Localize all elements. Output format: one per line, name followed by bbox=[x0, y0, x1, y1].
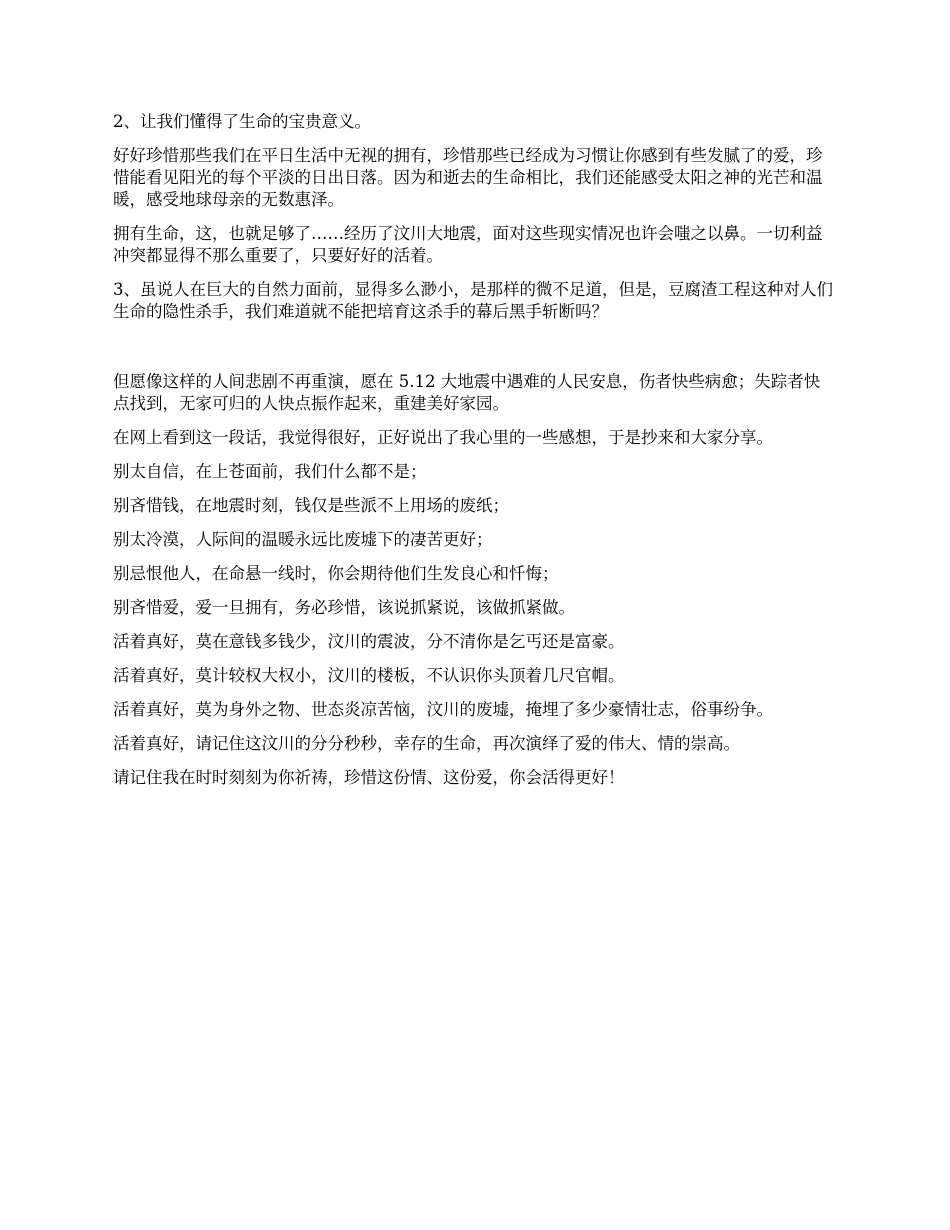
paragraph-8: 别吝惜钱，在地震时刻，钱仅是些派不上用场的废纸； bbox=[113, 496, 509, 515]
paragraph-15: 活着真好，请记住这汶川的分分秒秒，幸存的生命，再次演绎了爱的伟大、情的崇高。 bbox=[113, 734, 740, 753]
paragraph-4: 3、虽说人在巨大的自然力面前，显得多么渺小，是那样的微不足道，但是，豆腐渣工程这种对人们生命的隐性杀手，我们难道就不能把培育这杀手的幕后黑手斩断吗？ bbox=[113, 280, 833, 321]
paragraph-9: 别太冷漠，人际间的温暖永远比废墟下的凄苦更好； bbox=[113, 530, 493, 549]
paragraph-12: 活着真好，莫在意钱多钱少，汶川的震波，分不清你是乞丐还是富豪。 bbox=[113, 632, 625, 651]
paragraph-13: 活着真好，莫计较权大权小，汶川的楼板，不认识你头顶着几尺官帽。 bbox=[113, 666, 625, 685]
paragraph-16: 请记住我在时时刻刻为你祈祷，珍惜这份情、这份爱，你会活得更好！ bbox=[113, 768, 625, 787]
paragraph-7: 别太自信，在上苍面前，我们什么都不是； bbox=[113, 462, 427, 481]
paragraph-3: 拥有生命，这，也就足够了……经历了汶川大地震，面对这些现实情况也许会嗤之以鼻。一切利益冲突都显得不那么重要了，只要好好的活着。 bbox=[113, 224, 823, 265]
section-gap bbox=[113, 335, 835, 371]
paragraph-11: 别吝惜爱，爱一旦拥有，务必珍惜，该说抓紧说，该做抓紧做。 bbox=[113, 598, 575, 617]
paragraph-2: 好好珍惜那些我们在平日生活中无视的拥有，珍惜那些已经成为习惯让你感到有些发腻了的爱，珍惜能看见阳光的每个平淡的日出日落。因为和逝去的生命相比，我们还能感受太阳之神的光芒和温暖，感受地球母亲的无数惠泽。 bbox=[113, 146, 823, 209]
paragraph-10: 别忌恨他人，在命悬一线时，你会期待他们生发良心和忏悔； bbox=[113, 564, 559, 583]
paragraph-14: 活着真好，莫为身外之物、世态炎凉苦恼，汶川的废墟，掩埋了多少豪情壮志，俗事纷争。 bbox=[113, 700, 773, 719]
paragraph-5: 但愿像这样的人间悲剧不再重演，愿在 5.12 大地震中遇难的人民安息，伤者快些病愈；失踪者快点找到，无家可归的人快点振作起来，重建美好家园。 bbox=[113, 372, 821, 413]
document-page bbox=[113, 111, 835, 801]
paragraph-6: 在网上看到这一段话，我觉得很好，正好说出了我心里的一些感想，于是抄来和大家分享。 bbox=[113, 428, 773, 447]
paragraph-1: 2、让我们懂得了生命的宝贵意义。 bbox=[113, 112, 371, 131]
